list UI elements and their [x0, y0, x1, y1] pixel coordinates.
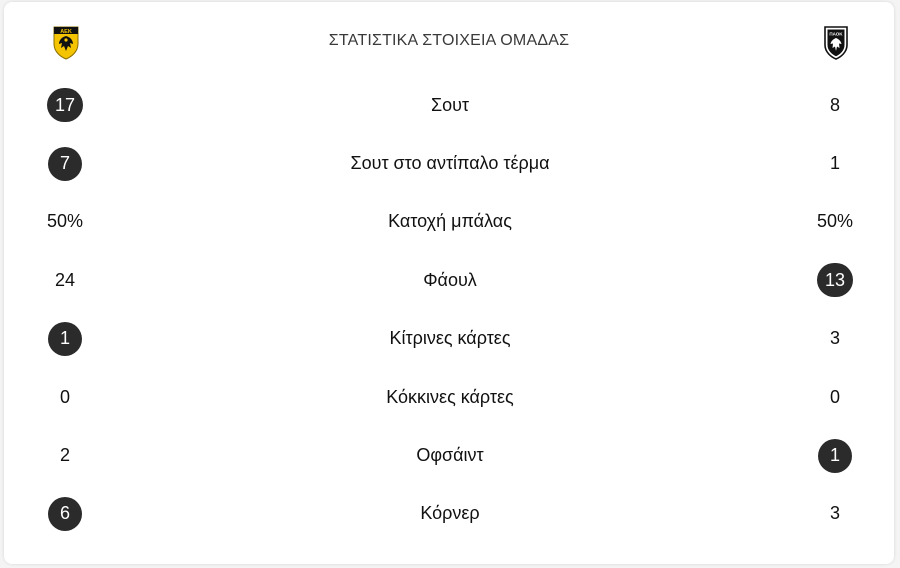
away-value: 1 — [818, 439, 852, 473]
away-value: 3 — [829, 328, 840, 349]
stat-row-shots-on-target — [4, 134, 894, 192]
stats-header — [4, 2, 894, 82]
stat-row-shots — [4, 76, 894, 134]
stat-row-offsides — [4, 426, 894, 484]
stat-row-red-cards — [4, 368, 894, 426]
team-stats-card — [4, 2, 894, 564]
home-logo-text: ΑΕΚ — [60, 29, 72, 35]
away-value: 3 — [829, 503, 840, 524]
away-value: 0 — [829, 386, 840, 407]
stat-label: Κόρνερ — [420, 503, 480, 524]
away-value: 1 — [829, 153, 840, 174]
home-value: 24 — [54, 269, 76, 290]
home-value: 2 — [59, 445, 70, 466]
home-value: 17 — [47, 88, 83, 122]
away-logo-text: ΠΑΟΚ — [829, 31, 843, 37]
away-value: 8 — [829, 94, 840, 115]
paok-crest-icon — [821, 24, 851, 60]
stat-label: Σουτ στο αντίπαλο τέρμα — [350, 153, 550, 174]
away-team-logo — [821, 24, 851, 60]
away-value: 50% — [816, 211, 854, 232]
stat-label: Σουτ — [430, 94, 470, 115]
stat-label: Κατοχή μπάλας — [388, 211, 512, 232]
home-value: 0 — [59, 386, 70, 407]
away-value: 13 — [817, 263, 853, 297]
home-value: 6 — [48, 497, 82, 531]
home-value: 7 — [48, 147, 82, 181]
stat-label: Κίτρινες κάρτες — [389, 328, 511, 349]
stats-list — [4, 76, 894, 543]
stat-row-possession — [4, 193, 894, 251]
stat-label: Οφσάιντ — [416, 445, 484, 466]
stat-label: Φάουλ — [423, 269, 477, 290]
stat-row-yellow-cards — [4, 310, 894, 368]
home-value: 1 — [48, 322, 82, 356]
stat-row-fouls — [4, 251, 894, 309]
stat-row-corners — [4, 485, 894, 543]
stat-label: Κόκκινες κάρτες — [386, 386, 514, 407]
page-title: ΣΤΑΤΙΣΤΙΚΑ ΣΤΟΙΧΕΙΑ ΟΜΑΔΑΣ — [328, 32, 570, 49]
home-value: 50% — [46, 211, 84, 232]
